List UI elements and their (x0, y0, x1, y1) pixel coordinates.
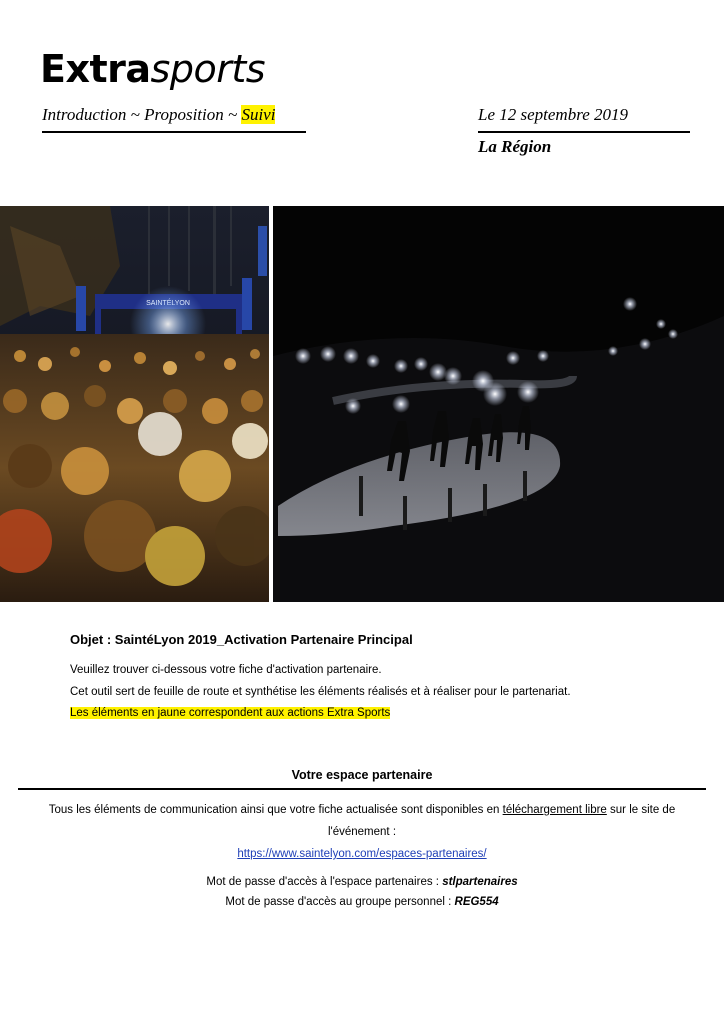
logo-bold: Extra (40, 47, 151, 91)
letter-line-2: Cet outil sert de feuille de route et synthétise les éléments réalisés et à réaliser pour le partenariat. (70, 686, 571, 698)
partner-space-rule (18, 788, 706, 790)
highlighted-text: Les éléments en jaune correspondent aux actions Extra Sports (70, 707, 391, 719)
group-password-label: Mot de passe d'accès au groupe personnel : (225, 896, 455, 908)
letter-subject: Objet : SaintéLyon 2019_Activation Partenaire Principal (70, 632, 413, 647)
download-text: téléchargement libre (502, 804, 607, 816)
header-rule-right (478, 131, 690, 133)
photo-race-start-crowd (0, 206, 269, 602)
crowd-illustration (0, 206, 269, 602)
logo-light: sports (150, 47, 266, 91)
partner-password-line (0, 873, 724, 891)
partner-space-link[interactable]: https://www.saintelyon.com/espaces-partenaires/ (237, 848, 487, 860)
letter-line-3-highlighted (70, 705, 390, 721)
partner-space-title: Votre espace partenaire (291, 768, 433, 782)
partner-password-value: stlpartenaires (442, 876, 518, 888)
partner-password-label: Mot de passe d'accès à l'espace partenaires : (206, 876, 443, 888)
letter-line-1: Veuillez trouver ci-dessous votre fiche d'activation partenaire. (70, 664, 382, 676)
description-text: Tous les éléments de communication ainsi que votre fiche actualisée sont disponibles en (48, 804, 503, 816)
nav-item-suivi: Suivi (241, 105, 276, 124)
nav-separator: ~ (126, 105, 145, 124)
document-date: Le 12 septembre 2019 (478, 105, 628, 124)
header-nav (42, 104, 306, 126)
photo-night-trail-runners (273, 206, 724, 602)
nav-item-proposition: Proposition (144, 105, 224, 124)
night-trail-illustration (273, 206, 724, 602)
extrasports-logo (40, 47, 265, 91)
partner-space-description (20, 799, 704, 843)
group-password-line (0, 893, 724, 911)
nav-item-introduction: Introduction (42, 105, 127, 124)
nav-separator: ~ (223, 105, 242, 124)
group-password-value: REG554 (454, 896, 499, 908)
recipient: La Région (478, 137, 552, 156)
description-text-end: sur le site de l'événement : (327, 804, 676, 838)
header-rule-left (42, 131, 306, 133)
